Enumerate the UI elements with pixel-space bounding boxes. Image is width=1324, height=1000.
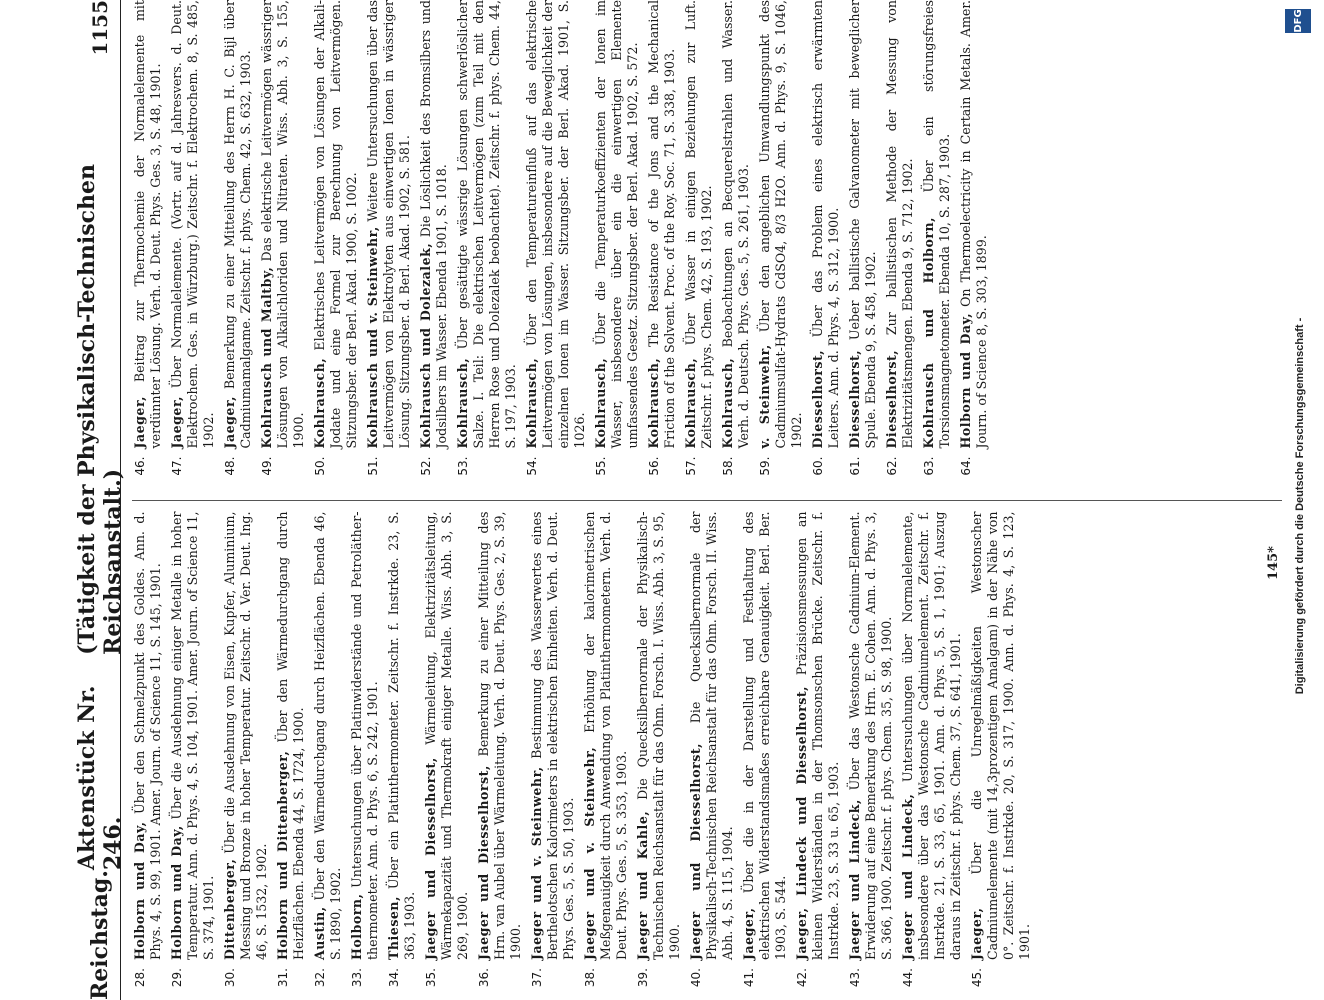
bibliography-entry (794, 512, 842, 1000)
entry-text (847, 512, 895, 961)
entry-number: 60. (811, 456, 825, 476)
entry-authors: Jaeger und Kahle, (635, 810, 650, 960)
bibliography-entry (386, 512, 418, 1000)
entry-text (132, 0, 164, 449)
entry-citation: Über die Temperaturkoeffizienten der Ionen im Wasser, insbesondere über ein die einwertigen Elemente umfassendes Gesetz. Sitzungsber. der Berl. Akad. 1902, S. 572. (593, 0, 640, 449)
bibliography-entry (884, 0, 916, 489)
entry-number: 64. (959, 456, 973, 476)
entry-authors: Jaeger, (169, 395, 184, 449)
bibliography-entry (646, 0, 678, 489)
entry-citation: Über das Problem eines elektrisch erwärmten Leiters. Ann. d. Phys. 4, S. 312, 1900. (810, 0, 841, 449)
bibliography-entry (259, 0, 307, 489)
entry-text (884, 0, 916, 449)
bibliography-entry (741, 512, 789, 1000)
entry-number: 39. (636, 968, 650, 988)
entry-text (757, 0, 805, 449)
bibliography-entry (810, 0, 842, 489)
entry-citation: Über die Unregelmäßigkeiten Westonscher Cadmiumelemente (mit 14,3prozentigem Amalgam) in der Nähe von 0°. Zeitschr. f. Instrkde. 20, S. 317, 1900. Ann. d. Phys. 4, S. 123, 1901. (969, 511, 1032, 960)
entry-authors: Jaeger, (132, 395, 147, 449)
entry-text (646, 0, 678, 449)
bibliography-entry (593, 0, 641, 489)
entry-citation: Über die Ausdehnung von Eisen, Kupfer, Aluminium, Messing und Bronze in hoher Temperatur. Zeitschr. d. Ver. Deut. Ing. 46, S. 1532, 1902. (222, 511, 269, 960)
bibliography-entry (423, 512, 471, 1000)
entry-text (847, 0, 879, 449)
entry-authors: Holborn und Day, (958, 312, 973, 449)
bibliography-entry (921, 0, 953, 489)
entry-authors: Thiesen, (386, 896, 401, 960)
entry-number: 31. (276, 968, 290, 988)
right-column (132, 0, 1282, 501)
bibliography-entry (683, 0, 715, 489)
bibliography-entry (312, 512, 344, 1000)
entry-number: 53. (456, 456, 470, 476)
entry-citation: Über Normalelemente. (Vortr. auf d. Jahresvers. d. Deut. Elektrochem. Ges. in Würzburg.) Zeitschr. f. Elektrochem. 8, S. 485, 1902. (169, 0, 216, 449)
entry-number: 52. (419, 456, 433, 476)
entry-number: 63. (922, 456, 936, 476)
entry-authors: Jaeger und Diesselhorst, (423, 757, 438, 960)
entry-citation: Ueber ballistische Galvanometer mit beweglicher Spule. Ebenda 9, S. 458, 1902. (847, 0, 878, 449)
entry-number: 55. (594, 456, 608, 476)
entry-number: 61. (848, 456, 862, 476)
bibliography-entry (900, 512, 964, 1000)
entry-citation: Bemerkung zu einer Mitteilung des Hrn. van Aubel über Wärmeleitung. Verh. d. Deut. Phys. Ges. 2, S. 39, 1900. (476, 511, 523, 960)
bibliography-entry (958, 0, 990, 489)
entry-text (132, 512, 164, 961)
bibliography-entry (169, 512, 217, 1000)
entry-text (688, 512, 736, 961)
entry-number: 38. (583, 968, 597, 988)
bibliography-entry (222, 512, 270, 1000)
bibliography-entry (132, 512, 164, 1000)
bibliography-entry (688, 512, 736, 1000)
entry-text (969, 512, 1033, 961)
digitization-note: Digitalisierung gefördert durch die Deutsche Forschungsgemeinschaft - (1294, 317, 1306, 695)
entry-number: 33. (350, 968, 364, 988)
entry-citation: Bemerkung zu einer Mitteilung des Herrn H. C. Bijl über Cadmiumamalgame. Zeitschr. f. phys. Chem. 42, S. 632, 1903. (222, 0, 253, 449)
entry-text (222, 512, 270, 961)
entry-authors: Jaeger und Lindeck, (900, 793, 915, 960)
entry-citation: On Thermoelectricity in Certain Metals. Amer. Journ. of Science 8, S. 303, 1899. (958, 0, 989, 449)
entry-citation: Wärmeleitung, Elektrizitätsleitung, Wärmekapazität und Thermokraft einiger Metalle. Wiss. Abh. 3, S. 269, 1900. (423, 511, 470, 960)
entry-citation: Über ein Platinthermometer. Zeitschr. f. Instrkde. 23, S. 363, 1903. (386, 511, 417, 960)
entry-text (222, 0, 254, 449)
entry-number: 47. (170, 456, 184, 476)
bibliography-entry (476, 512, 524, 1000)
entry-citation: Die Löslichkeit des Bromsilbers und Jodsilbers im Wasser. Ebenda 1901, S. 1018. (418, 0, 449, 449)
entry-text (386, 512, 418, 961)
entry-number: 34. (387, 968, 401, 988)
entry-citation: Über den Schmelzpunkt des Goldes. Ann. d. Phys. 4, S. 99, 1901. Amer. Journ. of Science 11, S. 145, 1901. (132, 511, 163, 960)
entry-authors: Holborn und Dittenberger, (275, 750, 290, 960)
entry-citation: The Resistance of the Jons and the Mechanical Friction of the Solvent. Proc. of the Roy. Soc. 71, S. 338, 1903. (646, 0, 677, 449)
bibliography-entry (582, 512, 630, 1000)
footer-signature: 145* (1266, 546, 1281, 580)
bibliography-entry (275, 512, 307, 1000)
entry-text (169, 512, 217, 961)
entry-authors: Holborn und Day, (169, 825, 184, 960)
entry-text (524, 0, 588, 449)
entry-citation: Elektrisches Leitvermögen von Lösungen der Alkali-Jodate und eine Formel zur Berechnung von Leitvermögen. Sitzungsber. der Berl. Akad. 1900, S. 1002. (312, 0, 359, 449)
entry-authors: Holborn, (349, 893, 364, 960)
entry-authors: Kohlrausch, (524, 357, 539, 449)
entry-citation: Untersuchungen über Platinwiderstände und Petroläther-thermometer. Ann. d. Phys. 6, S. 242, 1901. (349, 511, 380, 960)
entry-authors: Jaeger, (741, 907, 756, 960)
entry-text (169, 0, 217, 449)
entry-citation: Über den Temperatureinfluß auf das elektrische Leitvermögen von Lösungen, insbesondere auf die Beweglichkeit der einzelnen Ionen im Wasser. Sitzungsber. der Berl. Akad. 1901, S. 1026. (524, 0, 587, 449)
entry-authors: Kohlrausch und Dolezalek, (418, 242, 433, 449)
entry-number: 41. (742, 968, 756, 988)
entry-citation: Bestimmung des Wasserwertes eines Berthelotschen Kalorimeters in elektrischen Einheiten. Verh. d. Deut. Phys. Ges. 5, S. 50, 1903. (529, 511, 576, 960)
bibliography-entry (847, 512, 895, 1000)
entry-text (349, 512, 381, 961)
entry-authors: Jaeger, (969, 907, 984, 960)
entry-text (794, 512, 842, 961)
entry-text (635, 512, 683, 961)
entry-number: 58. (721, 456, 735, 476)
entry-text (810, 0, 842, 449)
bibliography-entry (847, 0, 879, 489)
entry-number: 46. (133, 456, 147, 476)
entry-text (476, 512, 524, 961)
entry-citation: Erhöhung der kalorimetrischen Meßgenauigkeit durch Anwendung von Platinthermometern. Verh. d. Deut. Phys. Ges. 5, S. 353, 1903. (582, 511, 629, 960)
entry-number: 28. (133, 968, 147, 988)
bibliography-entry (349, 512, 381, 1000)
entry-authors: Jaeger und Diesselhorst, (688, 742, 703, 960)
entry-authors: Kohlrausch, (312, 357, 327, 449)
entry-text (312, 512, 344, 961)
entry-number: 49. (260, 456, 274, 476)
entry-number: 37. (530, 968, 544, 988)
entry-authors: Jaeger und Diesselhorst, (476, 765, 491, 960)
entry-number: 44. (901, 968, 915, 988)
dfg-logo-icon: DFG (1285, 9, 1311, 33)
entry-authors: Dittenberger, (222, 858, 237, 960)
header-subtitle: (Tätigkeit der Physikalisch-Technischen Reichsanstalt.) (74, 164, 126, 655)
entry-citation: Über den angeblichen Umwandlungspunkt des Cadmiumsulfat-Hydrats CdSO4, 8/3 H2O. Ann. d. Phys. 9, S. 1046, 1902. (757, 0, 804, 449)
entry-text (683, 0, 715, 449)
entry-number: 43. (848, 968, 862, 988)
entry-text (921, 0, 953, 449)
bibliography-entry (455, 0, 519, 489)
entry-authors: v. Steinwehr, (757, 344, 772, 449)
entry-citation: Weitere Untersuchungen über das Leitvermögen von Elektrolyten aus einwertigen Ionen in wässriger Lösung. Sitzungsber. d. Berl. Akad. 1902, S. 581. (365, 0, 412, 449)
entry-authors: Kohlrausch, (646, 357, 661, 449)
entry-number: 57. (684, 456, 698, 476)
entry-text (312, 0, 360, 449)
entry-text (418, 0, 450, 449)
entry-number: 50. (313, 456, 327, 476)
page-number: 1155 (88, 0, 112, 56)
entry-number: 29. (170, 968, 184, 988)
bibliography-entry (169, 0, 217, 489)
entry-authors: Holborn und Day, (132, 821, 147, 960)
entry-citation: Zur ballistischen Methode der Messung von Elektrizitätsmengen. Ebenda 9, S. 712, 1902. (884, 0, 915, 449)
entry-citation: Präzisionsmessungen an kleinen Widerständen in der Thomsonschen Brücke. Zeitschr. f. Instrkde. 23, S. 33 u. 65, 1903. (794, 511, 841, 960)
entry-authors: Jaeger, Lindeck und Diesselhorst, (794, 685, 809, 960)
entry-text (900, 512, 964, 961)
entry-number: 54. (525, 456, 539, 476)
entry-authors: Kohlrausch, (593, 357, 608, 449)
entry-text (365, 0, 413, 449)
entry-text (593, 0, 641, 449)
entry-authors: Jaeger und v. Steinwehr, (529, 766, 544, 960)
entry-citation: Die Quecksilbernormale der Physikalisch-Technischen Reichsanstalt für das Ohm. Forsch. I. Wiss. Abh. 3, S. 95, 1900. (635, 511, 682, 960)
entry-authors: Kohlrausch und v. Steinwehr, (365, 226, 380, 449)
bibliography-entry (969, 512, 1033, 1000)
entry-number: 30. (223, 968, 237, 988)
entry-citation: Über die Ausdehnung einiger Metalle in hoher Temperatur. Ann. d. Phys. 4, S. 104, 1901. Amer. Journ. of Science 11, S. 374, 1901. (169, 511, 216, 960)
entry-number: 42. (795, 968, 809, 988)
entry-authors: Kohlrausch, (455, 357, 470, 449)
entry-text (741, 512, 789, 961)
entry-citation: Über die in der Darstellung und Festhaltung des elektrischen Widerstandsmaßes erreichbare Genauigkeit. Berl. Ber. 1903, S. 544. (741, 511, 788, 960)
entry-text (423, 512, 471, 961)
entry-text (455, 0, 519, 449)
entry-citation: Über ein störungsfreies Torsionsmagnetometer. Ebenda 10, S. 287, 1903. (921, 0, 952, 449)
entry-citation: Beobachtungen an Becquerelstrahlen und Wasser. Verh. d. Deutsch. Phys. Ges. 5, S. 261, 1903. (720, 0, 751, 449)
entry-authors: Kohlrausch und Maltby, (259, 266, 274, 449)
bibliography-entry (635, 512, 683, 1000)
entry-citation: Über Wasser in einigen Beziehungen zur Luft. Zeitschr. f. phys. Chem. 42, S. 193, 1902. (683, 0, 714, 449)
bibliography-entry (312, 0, 360, 489)
entry-text (259, 0, 307, 449)
header-title: Aktenstück Nr. 246. (74, 685, 126, 871)
bibliography-entry (132, 0, 164, 489)
entry-citation: Das elektrische Leitvermögen wässriger Lösungen von Alkalichloriden und Nitraten. Wiss. Abh. 3, S. 155, 1900. (259, 0, 306, 449)
bibliography-columns (132, 0, 1282, 1000)
entry-authors: Diesselhorst, (810, 349, 825, 449)
entry-authors: Diesselhorst, (884, 349, 899, 449)
entry-citation: Über das Westonsche Cadmium-Element. Erwiderung auf eine Bemerkung des Hrn. E. Cohen. Ann. d. Phys. 3, S. 366, 1900. Zeitschr. f. phys. Chem. 35, S. 98, 1900. (847, 511, 894, 960)
bibliography-entry (222, 0, 254, 489)
bibliography-entry (524, 0, 588, 489)
entry-authors: Kohlrausch, (683, 357, 698, 449)
entry-authors: Kohlrausch, (720, 357, 735, 449)
bibliography-entry (365, 0, 413, 489)
entry-citation: Über gesättigte wässrige Lösungen schwerlöslicher Salze. I. Teil: Die elektrischen Leitvermögen (zum Teil mit den Herren Rose und Dolezalek beobachtet). Zeitschr. f. phys. Chem. 44, S. 197, 1903. (455, 0, 518, 449)
entry-authors: Austin, (312, 906, 327, 960)
entry-number: 56. (647, 456, 661, 476)
entry-citation: Über den Wärmedurchgang durch Heizflächen. Ebenda 46, S. 1890, 1902. (312, 511, 343, 960)
entry-number: 35. (424, 968, 438, 988)
entry-number: 51. (366, 456, 380, 476)
page-header (74, 0, 126, 1000)
entry-number: 48. (223, 456, 237, 476)
entry-authors: Jaeger und v. Steinwehr, (582, 746, 597, 960)
rotated-page (74, 0, 1290, 1000)
entry-number: 36. (477, 968, 491, 988)
entry-citation: Die Quecksilbernormale der Physikalisch-Technischen Reichsanstalt für das Ohm. Forsch. II. Wiss. Abh. 4, S. 115, 1904. (688, 511, 735, 960)
sidebar (1280, 0, 1324, 1000)
entry-authors: Jaeger und Lindeck, (847, 799, 862, 960)
entry-authors: Kohlrausch und Holborn, (921, 216, 936, 449)
bibliography-entry (720, 0, 752, 489)
bibliography-entry (418, 0, 450, 489)
entry-number: 59. (758, 456, 772, 476)
entry-number: 62. (885, 456, 899, 476)
entry-citation: Untersuchungen über Normalelemente, insbesondere über das Westonsche Cadmiumelement. Zeitschr. f. Instrkde. 21, S. 33, 65, 1901. Ann. d. Phys. 5, S. 1, 1901; Auszug daraus in Zeitschr. f. phys. Chem. 37, S. 641, 1901. (900, 511, 963, 960)
entry-citation: Über den Wärmedurchgang durch Heizflächen. Ebenda 44, S. 1724, 1900. (275, 511, 306, 960)
bibliography-entry (757, 0, 805, 489)
entry-text (720, 0, 752, 449)
left-column (132, 501, 1282, 1000)
entry-citation: Beitrag zur Thermochemie der Normalelemente mit verdünnter Lösung. Verh. d. Deut. Phys. Ges. 3, S. 48, 1901. (132, 0, 163, 449)
bibliography-entry (529, 512, 577, 1000)
entry-number: 32. (313, 968, 327, 988)
entry-text (958, 0, 990, 449)
entry-number: 45. (970, 968, 984, 988)
entry-authors: Jaeger, (222, 395, 237, 449)
entry-text (582, 512, 630, 961)
header-left: Reichstag. (87, 870, 113, 1000)
entry-authors: Diesselhorst, (847, 349, 862, 449)
entry-number: 40. (689, 968, 703, 988)
entry-text (529, 512, 577, 961)
entry-text (275, 512, 307, 961)
